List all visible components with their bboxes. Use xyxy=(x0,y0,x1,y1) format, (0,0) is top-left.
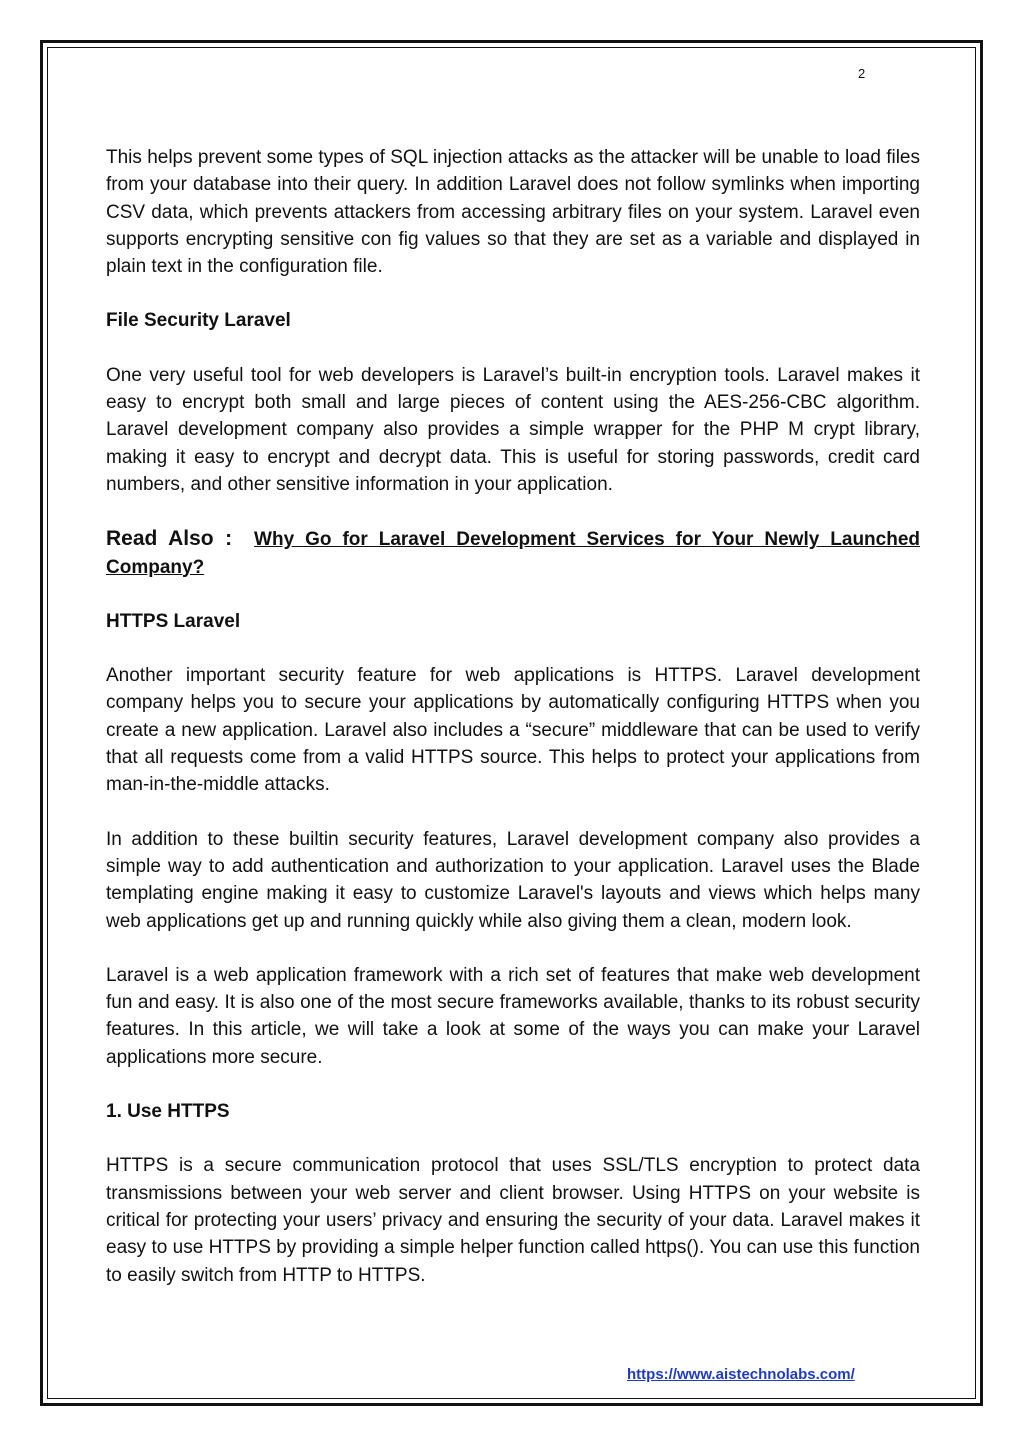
paragraph-sql-injection: This helps prevent some types of SQL injection attacks as the attacker will be unable to load files from your database into their query. In addition Laravel does not follow symlinks when importing CSV data, which prevents attackers from accessing arbitrary files on your system. Laravel even supports encrypting sensitive con fig values so that they are set as a variable and displayed in plain text in the configuration file. xyxy=(106,147,920,278)
paragraph-authentication: In addition to these builtin security features, Laravel development company also provides a simple way to add authentication and authorization to your application. Laravel uses the Blade templating engine making it easy to customize Laravel's layouts and views which helps many web applications get up and running quickly while also giving them a clean, modern look. xyxy=(106,828,920,932)
paragraph-https-feature: Another important security feature for web applications is HTTPS. Laravel development company helps you to secure your applications by automatically configuring HTTPS when you create a new application. Laravel also includes a “secure” middleware that can be used to verify that all requests come from a valid HTTPS source. This helps to protect your applications from man-in-the-middle attacks. xyxy=(106,665,920,796)
footer-website-link[interactable]: https://www.aistechnolabs.com/ xyxy=(627,1366,855,1383)
heading-https-laravel: HTTPS Laravel xyxy=(106,610,241,632)
read-also-block xyxy=(106,525,920,581)
read-also-label: Read Also : xyxy=(106,527,233,551)
paragraph-encryption: One very useful tool for web developers is Laravel’s built-in encryption tools. Laravel makes it easy to encrypt both small and large pieces of content using the AES-256-CBC algorithm. Laravel development company also provides a simple wrapper for the PHP M crypt library, making it easy to encrypt and decrypt data. This is useful for storing passwords, credit card numbers, and other sensitive information in your application. xyxy=(106,364,920,495)
page-number: 2 xyxy=(858,66,866,81)
heading-use-https: 1. Use HTTPS xyxy=(106,1101,230,1123)
document-body xyxy=(106,144,920,1316)
paragraph-https-protocol: HTTPS is a secure communication protocol that uses SSL/TLS encryption to protect data transmissions between your web server and client browser. Using HTTPS on your website is critical for protecting your users’ privacy and ensuring the security of your data. Laravel makes it easy to use HTTPS by providing a simple helper function called https(). You can use this function to easily switch from HTTP to HTTPS. xyxy=(106,1155,920,1286)
read-also-link[interactable]: Why Go for Laravel Development Services for Your Newly Launched Company? xyxy=(106,529,920,578)
paragraph-framework-intro: Laravel is a web application framework with a rich set of features that make web development fun and easy. It is also one of the most secure frameworks available, thanks to its robust security features. In this article, we will take a look at some of the ways you can make your Laravel applications more secure. xyxy=(106,964,920,1068)
heading-file-security: File Security Laravel xyxy=(106,310,291,332)
